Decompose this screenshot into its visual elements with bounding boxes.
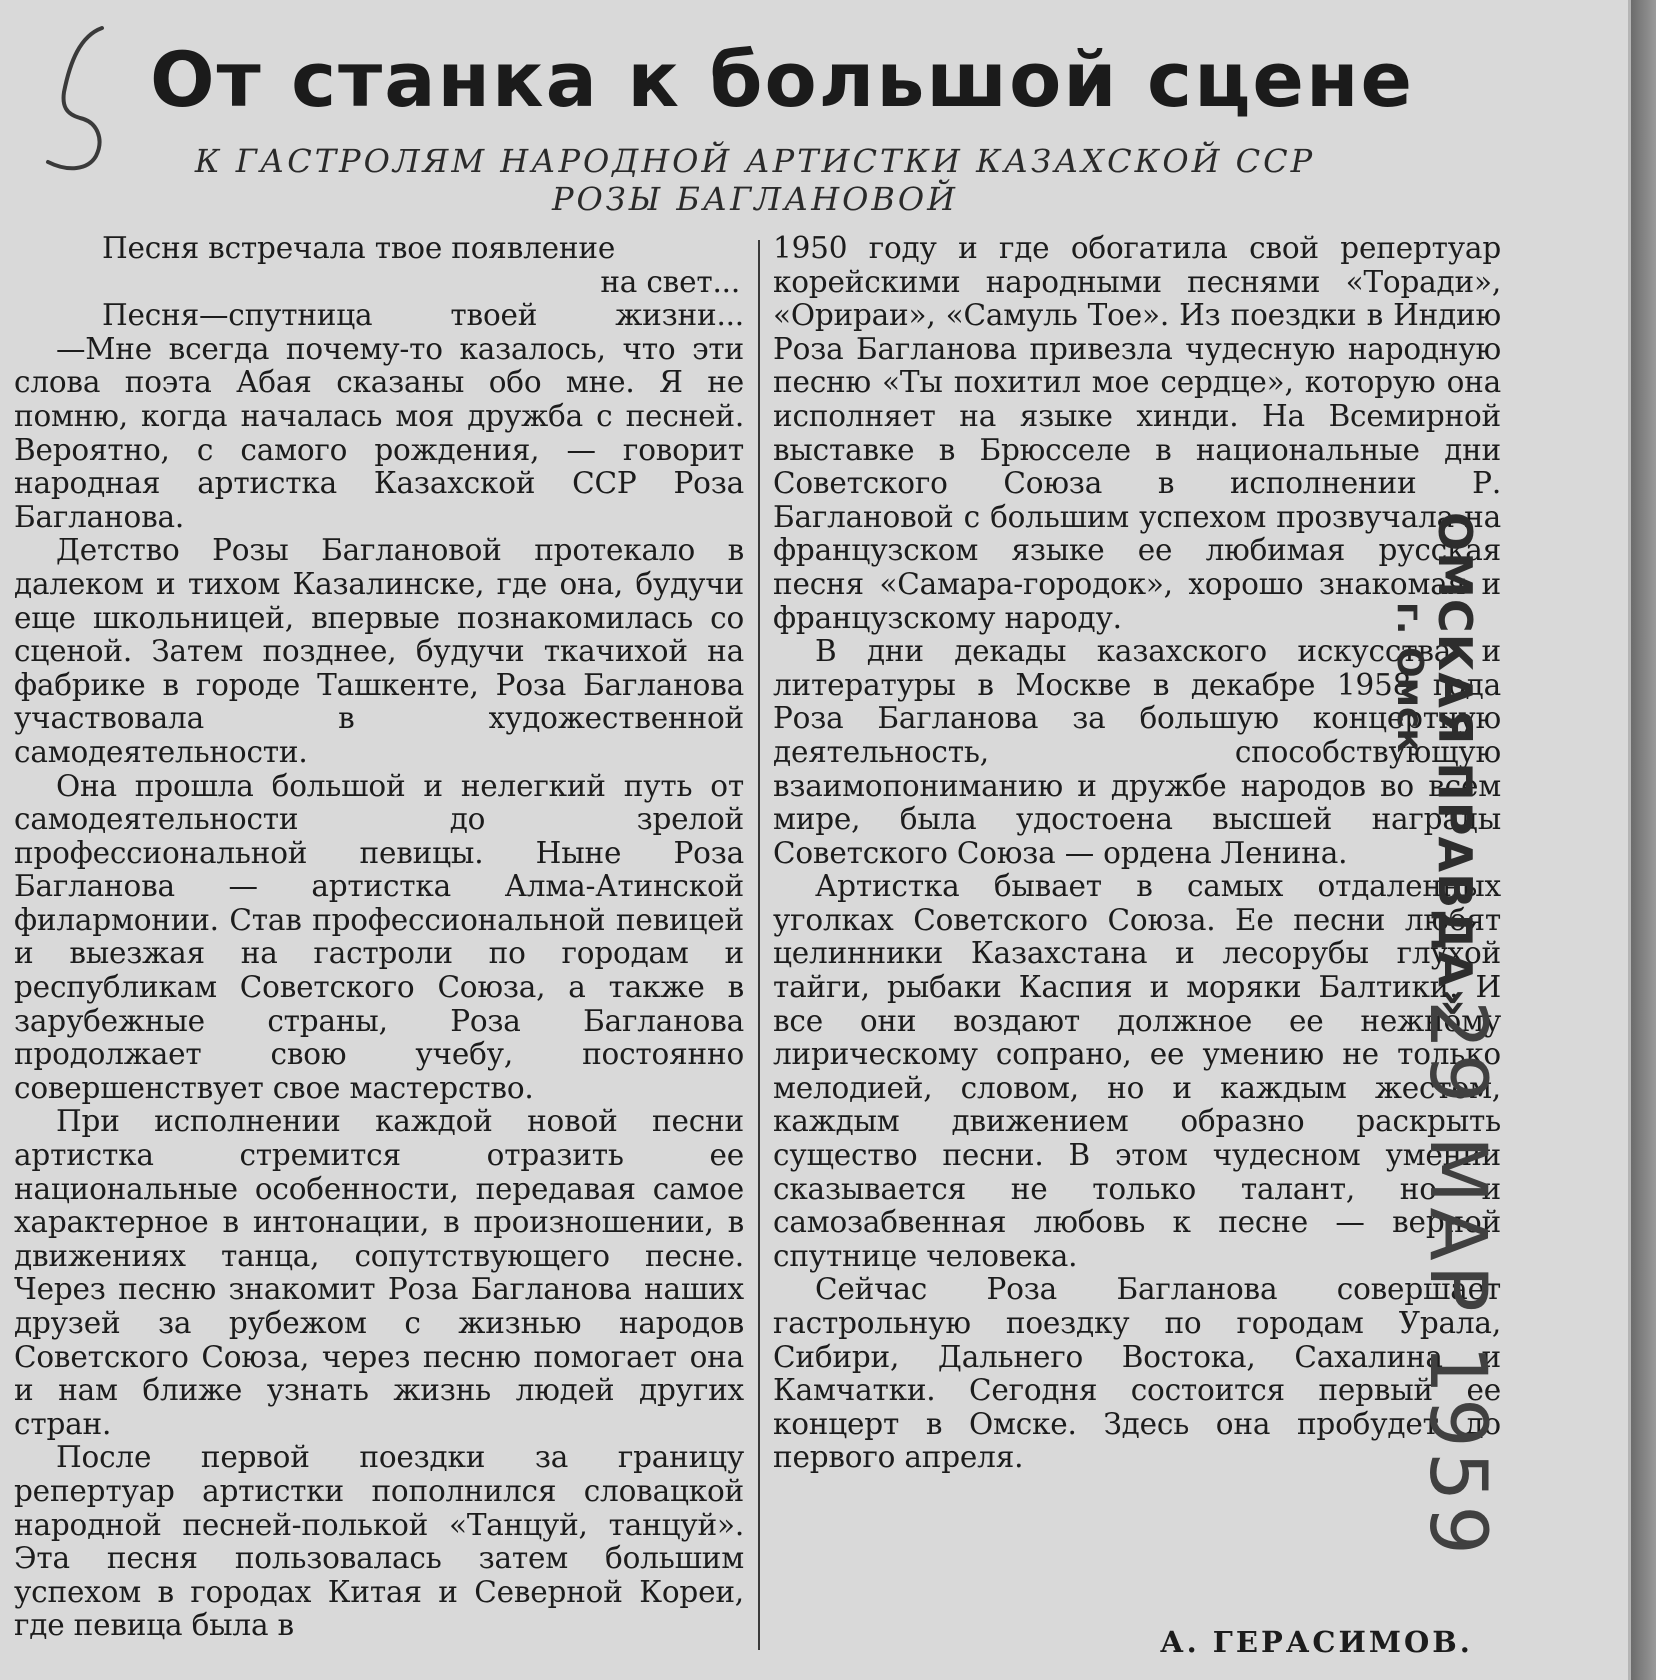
epigraph-line-2: на свет... [600, 264, 740, 299]
paragraph: Сейчас Роза Багланова совершает гастрольную поездку по городам Урала, Сибири, Дальнего Востока, Сахалина и Камчатки. Сегодня состоится первый ее концерт в Омске. Здесь она пробудет до первого апреля. [773, 1272, 1501, 1475]
paragraph: Детство Розы Баглановой протекало в далеком и тихом Казалинске, где она, будучи еще школьницей, впервые познакомилась со сценой. Затем позднее, будучи ткачихой на фабрике в городе Ташкенте, Роза Багланова участвовала в художественной самодеятельности. [14, 533, 744, 769]
article-title: От станка к большой сцене [150, 35, 1414, 124]
background-edge [1631, 0, 1656, 1680]
epigraph-line-1: Песня встречала твое появление [102, 231, 616, 265]
newspaper-stamp [1389, 512, 1482, 1018]
subtitle-line-2: РОЗЫ БАГЛАНОВОЙ [551, 180, 959, 218]
paragraph: После первой поездки за границу репертуар артистки пополнился словацкой народной песней-полькой «Танцуй, танцуй». Эта песня пользовалась затем большим успехом в городах Китая и Северной Кореи, где певица была в [14, 1440, 744, 1643]
paragraph: При исполнении каждой новой песни артистка стремится отразить ее национальные особенности, передавая самое характерное в интонации, в произношении, в движениях танца, сопутствующего песне. Через песню знакомит Роза Багланова наших друзей за рубежом с жизнью народов Советского Союза, через песню помогает она и нам ближе узнать жизнь людей других стран. [14, 1104, 744, 1441]
stamp-city: г. Омск [1389, 602, 1430, 753]
author-signature: А. ГЕРАСИМОВ. [1160, 1625, 1473, 1659]
paragraph: Артистка бывает в самых отдаленных уголках Советского Союза. Ее песни любят целинники Казахстана и лесорубы глухой тайги, рыбаки Каспия и моряки Балтики. И все они воздают должное ее нежному лирическому сопрано, ее умению не только мелодией, словом, но и каждым жестом, каждым движением образно раскрыть существо песни. В этом чудесном умении сказывается не только талант, но и самозабвенная любовь к песне — верной спутнице человека. [773, 869, 1501, 1273]
epigraph-line-3: Песня—спутница твоей жизни... [102, 298, 744, 333]
subtitle-line-1: К ГАСТРОЛЯМ НАРОДНОЙ АРТИСТКИ КАЗАХСКОЙ ССР [194, 142, 1316, 180]
handwritten-number-five [40, 22, 110, 172]
left-column [14, 232, 744, 1643]
paragraph: —Мне всегда почему-то казалось, что эти слова поэта Абая сказаны обо мне. Я не помню, когда началась моя дружба с песней. Вероятно, с самого рождения, — говорит народная артистка Казахской ССР Роза Багланова. [14, 331, 744, 534]
paragraph: Она прошла большой и нелегкий путь от самодеятельности до зрелой профессиональной певицы. Ныне Роза Багланова — артистка Алма-Атинской филармонии. Став профессиональной певицей и выезжая на гастроли по городам и республикам Советского Союза, а также в зарубежные страны, Роза Багланова продолжает свою учебу, постоянно совершенствует свое мастерство. [14, 768, 744, 1105]
article-subtitle [180, 142, 1330, 218]
paragraph: В дни декады казахского искусства и литературы в Москве в декабре 1958 года Роза Багланова за большую концертную деятельность, способствующую взаимопониманию и дружбе народов во всем мире, была удостоена высшей награды Советского Союза — ордена Ленина. [773, 634, 1501, 870]
paragraph: 1950 году и где обогатила свой репертуар корейскими народными песнями «Торади», «Орираи», «Самуль Тое». Из поездки в Индию Роза Багланова привезла чудесную народную песню «Ты похитил мое сердце», которую она исполняет на языке хинди. На Всемирной выставке в Брюсселе в национальные дни Советского Союза в исполнении Р. Баглановой с большим успехом прозвучала на французском языке ее любимая русская песня «Самара-городок», хорошо знакомая и французскому народу. [773, 231, 1501, 635]
date-stamp: 29 МАР 1959 [1412, 1000, 1502, 1560]
column-divider [758, 240, 760, 1650]
stamp-newspaper-name: ОМСКАЯ ПРАВДА» [1428, 512, 1482, 1019]
